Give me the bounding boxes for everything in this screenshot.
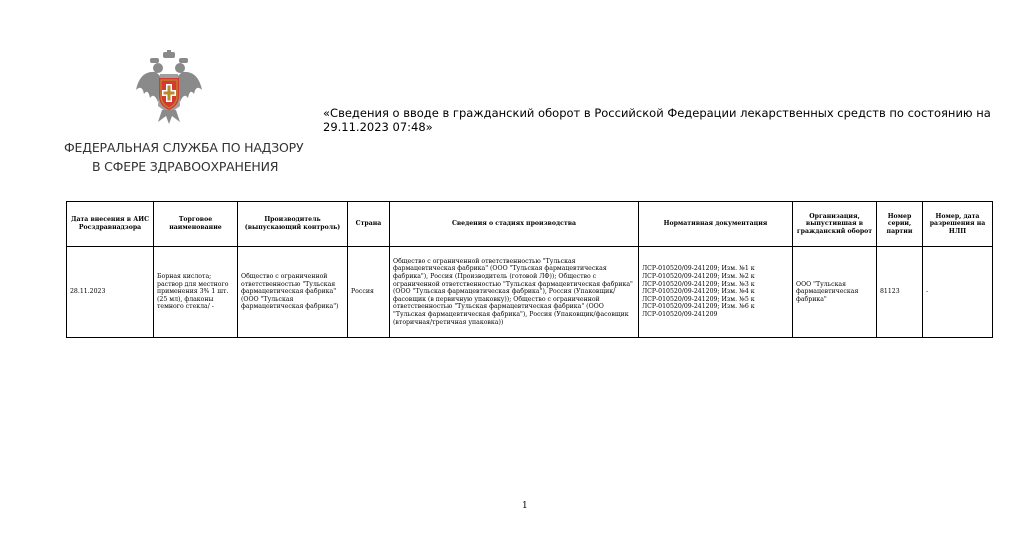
cell-manufacturer: Общество с ограниченной ответственностью "Тульская фармацевтическая фабрика" (ООО "Тульская фармацевтическая фабрика") bbox=[238, 247, 348, 338]
cell-permit: - bbox=[923, 247, 993, 338]
cell-regulatory-docs: ЛСР-010520/09-241209; Изм. №1 к ЛСР-010520/09-241209; Изм. №2 к ЛСР-010520/09-241209; Изм. №3 к ЛСР-010520/09-241209; Изм. №4 к ЛСР-010520/09-241209; Изм. №5 к ЛСР-010520/09-241209; Изм. №6 к ЛСР-010520/09-241209 bbox=[639, 247, 793, 338]
document-title: «Сведения о вводе в гражданский оборот в Российской Федерации лекарственных средств по состоянию на 29.11.2023 07:48» bbox=[323, 106, 991, 134]
column-header-permit: Номер, дата разрешения на НЛП bbox=[923, 202, 993, 247]
cell-organization: ООО "Тульская фармацевтическая фабрика" bbox=[793, 247, 877, 338]
column-header-regulatory-docs: Нормативная документация bbox=[639, 202, 793, 247]
column-header-organization: Организация, выпустившая в гражданский оборот bbox=[793, 202, 877, 247]
column-header-trade-name: Торговое наименование bbox=[154, 202, 238, 247]
agency-name-line2: В СФЕРЕ ЗДРАВООХРАНЕНИЯ bbox=[92, 159, 279, 174]
roszdravnadzor-emblem-icon bbox=[134, 50, 204, 126]
column-header-manufacturer: Производитель (выпускающий контроль) bbox=[238, 202, 348, 247]
table-row bbox=[67, 247, 993, 338]
table-header-row bbox=[67, 202, 993, 247]
cell-stages: Общество с ограниченной ответственностью "Тульская фармацевтическая фабрика" (ООО "Тульская фармацевтическая фабрика"), Россия (Производитель (готовой ЛФ)); Общество с ограниченной ответственностью "Тульская фармацевтическая фабрика" (ООО "Тульская фармацевтическая фабрика"), Россия (Упаковщик/фасовщик (в первичную упаковку)); Общество с ограниченной ответственностью "Тульская фармацевтическая фабрика" (ООО "Тульская фармацевтическая фабрика"), Россия (Упаковщик/фасовщик (вторичная/третичная упаковка)) bbox=[390, 247, 639, 338]
registry-table bbox=[66, 201, 993, 338]
agency-name bbox=[64, 138, 304, 176]
agency-name-line1: ФЕДЕРАЛЬНАЯ СЛУЖБА ПО НАДЗОРУ bbox=[64, 140, 304, 155]
page-number: 1 bbox=[522, 501, 528, 511]
cell-trade-name: Борная кислота; раствор для местного применения 3% 1 шт. (25 мл), флаконы темного стекла/ - bbox=[154, 247, 238, 338]
column-header-batch: Номер серии, партии bbox=[877, 202, 923, 247]
cell-date: 28.11.2023 bbox=[67, 247, 154, 338]
cell-country: Россия bbox=[348, 247, 390, 338]
column-header-country: Страна bbox=[348, 202, 390, 247]
column-header-date: Дата внесения в АИС Росздравнадзора bbox=[67, 202, 154, 247]
cell-batch: 81123 bbox=[877, 247, 923, 338]
column-header-stages: Сведения о стадиях производства bbox=[390, 202, 639, 247]
